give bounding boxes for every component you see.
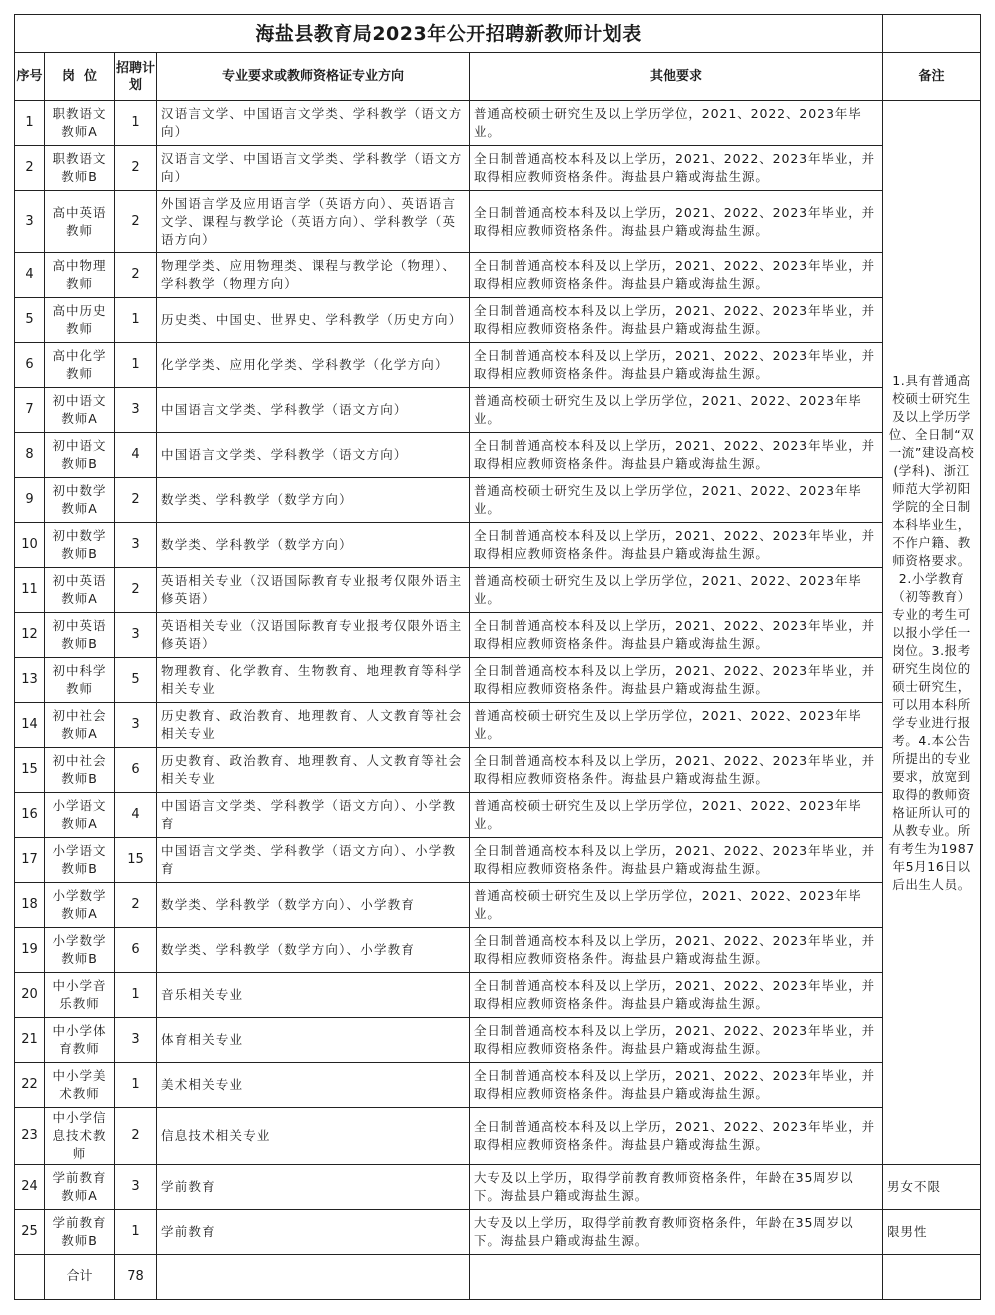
table-row (15, 748, 981, 793)
row-other: 全日制普通高校本科及以上学历，2021、2022、2023年毕业，并取得相应教师资格条件。海盐县户籍或海盐生源。 (470, 748, 883, 793)
row-count: 2 (115, 146, 157, 191)
table-row (15, 1108, 981, 1165)
merged-note: 1.具有普通高校硕士研究生及以上学历学位、全日制“双一流”建设高校(学科)、浙江师范大学初阳学院的全日制本科毕业生，不作户籍、教师资格要求。2.小学教育（初等教育）专业的考生可以报小学任一岗位。3.报考研究生岗位的硕士研究生，可以用本科所学专业进行报考。4.本公告所提出的专业要求，放宽到取得的教师资格证所认可的从教专业。所有考生为1987年5月16日以后出生人员。 (883, 101, 981, 1165)
header-major: 专业要求或教师资格证专业方向 (157, 53, 470, 101)
table-row (15, 343, 981, 388)
row-major: 物理学类、应用物理类、课程与教学论（物理）、学科教学（物理方向） (157, 253, 470, 298)
row-other: 全日制普通高校本科及以上学历，2021、2022、2023年毕业，并取得相应教师资格条件。海盐县户籍或海盐生源。 (470, 343, 883, 388)
row-count: 1 (115, 343, 157, 388)
row-major: 物理教育、化学教育、生物教育、地理教育等科学相关专业 (157, 658, 470, 703)
recruitment-plan-table (14, 14, 981, 1300)
title-side-cell (883, 15, 981, 53)
row-index: 19 (15, 928, 45, 973)
row-major: 音乐相关专业 (157, 973, 470, 1018)
total-empty-other (470, 1255, 883, 1300)
row-position: 中小学信息技术教师 (45, 1108, 115, 1165)
row-major: 历史教育、政治教育、地理教育、人文教育等社会相关专业 (157, 748, 470, 793)
row-count: 3 (115, 523, 157, 568)
row-count: 2 (115, 568, 157, 613)
table-row (15, 568, 981, 613)
row-index: 20 (15, 973, 45, 1018)
table-row (15, 613, 981, 658)
row-other: 全日制普通高校本科及以上学历，2021、2022、2023年毕业，并取得相应教师资格条件。海盐县户籍或海盐生源。 (470, 928, 883, 973)
row-count: 3 (115, 1018, 157, 1063)
row-other: 大专及以上学历，取得学前教育教师资格条件，年龄在35周岁以下。海盐县户籍或海盐生源。 (470, 1165, 883, 1210)
row-other: 全日制普通高校本科及以上学历，2021、2022、2023年毕业，并取得相应教师资格条件。海盐县户籍或海盐生源。 (470, 1063, 883, 1108)
row-major: 中国语言文学类、学科教学（语文方向）、小学教育 (157, 793, 470, 838)
row-index: 6 (15, 343, 45, 388)
header-row (15, 53, 981, 101)
table-row (15, 146, 981, 191)
row-major: 汉语言文学、中国语言文学类、学科教学（语文方向） (157, 146, 470, 191)
table-row (15, 191, 981, 253)
row-note: 限男性 (883, 1210, 981, 1255)
row-count: 3 (115, 703, 157, 748)
page-title: 海盐县教育局2023年公开招聘新教师计划表 (15, 15, 883, 53)
row-count: 15 (115, 838, 157, 883)
row-index: 8 (15, 433, 45, 478)
row-position: 学前教育教师B (45, 1210, 115, 1255)
row-position: 初中英语教师A (45, 568, 115, 613)
table-row (15, 883, 981, 928)
row-position: 中小学音乐教师 (45, 973, 115, 1018)
row-position: 初中数学教师B (45, 523, 115, 568)
row-position: 初中语文教师B (45, 433, 115, 478)
row-position: 职教语文教师A (45, 101, 115, 146)
table-row (15, 298, 981, 343)
row-other: 普通高校硕士研究生及以上学历学位，2021、2022、2023年毕业。 (470, 568, 883, 613)
row-index: 21 (15, 1018, 45, 1063)
row-index: 11 (15, 568, 45, 613)
row-index: 13 (15, 658, 45, 703)
row-note: 男女不限 (883, 1165, 981, 1210)
row-position: 初中英语教师B (45, 613, 115, 658)
table-row (15, 253, 981, 298)
row-position: 高中英语教师 (45, 191, 115, 253)
header-position: 岗 位 (45, 53, 115, 101)
row-index: 12 (15, 613, 45, 658)
table-row (15, 658, 981, 703)
total-row (15, 1255, 981, 1300)
header-other: 其他要求 (470, 53, 883, 101)
row-count: 4 (115, 433, 157, 478)
row-count: 3 (115, 1165, 157, 1210)
table-row (15, 928, 981, 973)
row-index: 24 (15, 1165, 45, 1210)
row-other: 全日制普通高校本科及以上学历，2021、2022、2023年毕业，并取得相应教师资格条件。海盐县户籍或海盐生源。 (470, 523, 883, 568)
row-other: 全日制普通高校本科及以上学历，2021、2022、2023年毕业，并取得相应教师资格条件。海盐县户籍或海盐生源。 (470, 658, 883, 703)
table-row (15, 388, 981, 433)
total-empty-index (15, 1255, 45, 1300)
row-count: 6 (115, 928, 157, 973)
total-label: 合计 (45, 1255, 115, 1300)
row-index: 4 (15, 253, 45, 298)
table-row (15, 433, 981, 478)
table-row (15, 1165, 981, 1210)
row-other: 全日制普通高校本科及以上学历，2021、2022、2023年毕业，并取得相应教师资格条件。海盐县户籍或海盐生源。 (470, 1108, 883, 1165)
row-major: 英语相关专业（汉语国际教育专业报考仅限外语主修英语） (157, 613, 470, 658)
header-index: 序号 (15, 53, 45, 101)
row-position: 职教语文教师B (45, 146, 115, 191)
row-other: 全日制普通高校本科及以上学历，2021、2022、2023年毕业，并取得相应教师资格条件。海盐县户籍或海盐生源。 (470, 1018, 883, 1063)
row-position: 小学语文教师A (45, 793, 115, 838)
row-index: 9 (15, 478, 45, 523)
row-position: 中小学体育教师 (45, 1018, 115, 1063)
row-position: 小学数学教师A (45, 883, 115, 928)
table-row (15, 478, 981, 523)
row-other: 普通高校硕士研究生及以上学历学位，2021、2022、2023年毕业。 (470, 703, 883, 748)
table-row (15, 1063, 981, 1108)
row-index: 22 (15, 1063, 45, 1108)
row-major: 学前教育 (157, 1165, 470, 1210)
row-position: 小学语文教师B (45, 838, 115, 883)
row-position: 高中化学教师 (45, 343, 115, 388)
row-index: 3 (15, 191, 45, 253)
row-other: 全日制普通高校本科及以上学历，2021、2022、2023年毕业，并取得相应教师资格条件。海盐县户籍或海盐生源。 (470, 433, 883, 478)
row-position: 小学数学教师B (45, 928, 115, 973)
row-position: 初中社会教师B (45, 748, 115, 793)
header-count: 招聘计划 (115, 53, 157, 101)
row-major: 数学类、学科教学（数学方向） (157, 478, 470, 523)
row-count: 2 (115, 253, 157, 298)
row-major: 体育相关专业 (157, 1018, 470, 1063)
row-other: 大专及以上学历，取得学前教育教师资格条件，年龄在35周岁以下。海盐县户籍或海盐生源。 (470, 1210, 883, 1255)
row-other: 全日制普通高校本科及以上学历，2021、2022、2023年毕业，并取得相应教师资格条件。海盐县户籍或海盐生源。 (470, 838, 883, 883)
row-major: 中国语言文学类、学科教学（语文方向） (157, 388, 470, 433)
row-other: 全日制普通高校本科及以上学历，2021、2022、2023年毕业，并取得相应教师资格条件。海盐县户籍或海盐生源。 (470, 253, 883, 298)
row-index: 10 (15, 523, 45, 568)
row-major: 化学学类、应用化学类、学科教学（化学方向） (157, 343, 470, 388)
row-other: 普通高校硕士研究生及以上学历学位，2021、2022、2023年毕业。 (470, 388, 883, 433)
row-index: 25 (15, 1210, 45, 1255)
header-note: 备注 (883, 53, 981, 101)
row-major: 数学类、学科教学（数学方向）、小学教育 (157, 928, 470, 973)
row-other: 全日制普通高校本科及以上学历，2021、2022、2023年毕业，并取得相应教师资格条件。海盐县户籍或海盐生源。 (470, 146, 883, 191)
row-major: 历史类、中国史、世界史、学科教学（历史方向） (157, 298, 470, 343)
row-major: 历史教育、政治教育、地理教育、人文教育等社会相关专业 (157, 703, 470, 748)
row-major: 中国语言文学类、学科教学（语文方向）、小学教育 (157, 838, 470, 883)
row-position: 初中数学教师A (45, 478, 115, 523)
row-count: 2 (115, 1108, 157, 1165)
row-position: 初中科学教师 (45, 658, 115, 703)
table-row (15, 523, 981, 568)
row-count: 2 (115, 191, 157, 253)
row-index: 15 (15, 748, 45, 793)
row-index: 17 (15, 838, 45, 883)
row-position: 中小学美术教师 (45, 1063, 115, 1108)
row-count: 1 (115, 1210, 157, 1255)
row-index: 14 (15, 703, 45, 748)
row-other: 全日制普通高校本科及以上学历，2021、2022、2023年毕业，并取得相应教师资格条件。海盐县户籍或海盐生源。 (470, 613, 883, 658)
table-row (15, 703, 981, 748)
row-count: 1 (115, 1063, 157, 1108)
row-count: 1 (115, 101, 157, 146)
row-count: 2 (115, 478, 157, 523)
row-major: 美术相关专业 (157, 1063, 470, 1108)
row-other: 全日制普通高校本科及以上学历，2021、2022、2023年毕业，并取得相应教师资格条件。海盐县户籍或海盐生源。 (470, 973, 883, 1018)
row-index: 1 (15, 101, 45, 146)
row-other: 普通高校硕士研究生及以上学历学位，2021、2022、2023年毕业。 (470, 101, 883, 146)
table-row (15, 973, 981, 1018)
row-position: 学前教育教师A (45, 1165, 115, 1210)
row-count: 5 (115, 658, 157, 703)
row-index: 5 (15, 298, 45, 343)
row-index: 7 (15, 388, 45, 433)
row-position: 高中物理教师 (45, 253, 115, 298)
row-other: 普通高校硕士研究生及以上学历学位，2021、2022、2023年毕业。 (470, 478, 883, 523)
row-major: 中国语言文学类、学科教学（语文方向） (157, 433, 470, 478)
row-count: 2 (115, 883, 157, 928)
row-major: 英语相关专业（汉语国际教育专业报考仅限外语主修英语） (157, 568, 470, 613)
table-row (15, 101, 981, 146)
total-value: 78 (115, 1255, 157, 1300)
row-count: 1 (115, 973, 157, 1018)
row-count: 4 (115, 793, 157, 838)
row-position: 初中社会教师A (45, 703, 115, 748)
row-other: 普通高校硕士研究生及以上学历学位，2021、2022、2023年毕业。 (470, 793, 883, 838)
row-position: 高中历史教师 (45, 298, 115, 343)
row-major: 外国语言学及应用语言学（英语方向）、英语语言文学、课程与教学论（英语方向）、学科教学（英语方向） (157, 191, 470, 253)
total-empty-major (157, 1255, 470, 1300)
table-row (15, 838, 981, 883)
row-count: 1 (115, 298, 157, 343)
row-position: 初中语文教师A (45, 388, 115, 433)
row-other: 普通高校硕士研究生及以上学历学位，2021、2022、2023年毕业。 (470, 883, 883, 928)
row-index: 16 (15, 793, 45, 838)
row-major: 信息技术相关专业 (157, 1108, 470, 1165)
row-count: 6 (115, 748, 157, 793)
row-major: 数学类、学科教学（数学方向）、小学教育 (157, 883, 470, 928)
total-empty-note (883, 1255, 981, 1300)
row-count: 3 (115, 613, 157, 658)
row-other: 全日制普通高校本科及以上学历，2021、2022、2023年毕业，并取得相应教师资格条件。海盐县户籍或海盐生源。 (470, 191, 883, 253)
row-index: 18 (15, 883, 45, 928)
row-other: 全日制普通高校本科及以上学历，2021、2022、2023年毕业，并取得相应教师资格条件。海盐县户籍或海盐生源。 (470, 298, 883, 343)
row-index: 23 (15, 1108, 45, 1165)
table-row (15, 1018, 981, 1063)
table-row (15, 1210, 981, 1255)
table-row (15, 793, 981, 838)
row-index: 2 (15, 146, 45, 191)
row-major: 数学类、学科教学（数学方向） (157, 523, 470, 568)
row-major: 学前教育 (157, 1210, 470, 1255)
row-count: 3 (115, 388, 157, 433)
row-major: 汉语言文学、中国语言文学类、学科教学（语文方向） (157, 101, 470, 146)
